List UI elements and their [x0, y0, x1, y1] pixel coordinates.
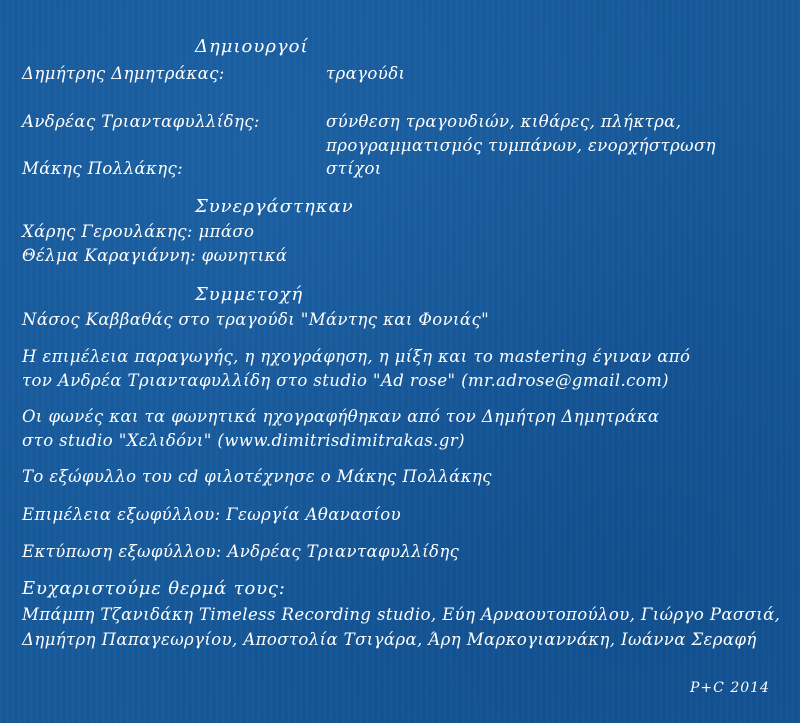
thanks-line-2: Δημήτρη Παπαγεωργίου, Αποστολία Τσιγάρα, Άρη Μαρκογιαννάκη, Ιωάννα Σεραφή: [22, 630, 757, 649]
creator-name-1: Δημήτρης Δημητράκας:: [22, 64, 225, 83]
thanks-line-1: Μπάμπη Τζανιδάκη Timeless Recording studio, Εύη Αρναουτοπούλου, Γιώργο Ρασσιά,: [22, 605, 781, 624]
cover-art-line: Το εξώφυλλο του cd φιλοτέχνησε ο Μάκης Πολλάκης: [22, 467, 492, 486]
production-line-1: Η επιμέλεια παραγωγής, η ηχογράφηση, η μίξη και το mastering έγιναν από: [22, 347, 691, 366]
creator-role-3: στίχοι: [326, 159, 382, 178]
production-line-2: τον Ανδρέα Τριανταφυλλίδη στο studio "Ad rose" (mr.adrose@gmail.com): [22, 371, 669, 390]
cover-editing-line: Επιμέλεια εξωφύλλου: Γεωργία Αθανασίου: [22, 505, 402, 524]
collaborator-1: Χάρης Γερουλάκης: μπάσο: [22, 222, 255, 241]
collaborator-2: Θέλμα Καραγιάννη: φωνητικά: [22, 246, 288, 265]
participation-line: Νάσος Καββαθάς στο τραγούδι "Μάντης και Φονιάς": [22, 310, 490, 329]
creators-heading: Δημιουργοί: [195, 36, 309, 57]
creator-role-2-cont: προγραμματισμός τυμπάνων, ενορχήστρωση: [326, 136, 716, 155]
creator-role-2: σύνθεση τραγουδιών, κιθάρες, πλήκτρα,: [326, 112, 682, 131]
cover-printing-line: Εκτύπωση εξωφύλλου: Ανδρέας Τριανταφυλλίδης: [22, 542, 460, 561]
participation-heading: Συμμετοχή: [195, 284, 304, 305]
vocals-line-1: Οι φωνές και τα φωνητικά ηχογραφήθηκαν από τον Δημήτρη Δημητράκα: [22, 407, 660, 426]
copyright-mark: P+C 2014: [690, 680, 770, 696]
creator-role-1: τραγούδι: [326, 64, 406, 83]
creator-name-2: Ανδρέας Τριανταφυλλίδης:: [22, 112, 260, 131]
vocals-line-2: στο studio "Χελιδόνι" (www.dimitrisdimitrakas.gr): [22, 431, 465, 450]
collaborators-heading: Συνεργάστηκαν: [195, 196, 354, 217]
creator-name-3: Μάκης Πολλάκης:: [22, 159, 184, 178]
thanks-heading: Ευχαριστούμε θερμά τους:: [22, 578, 286, 599]
